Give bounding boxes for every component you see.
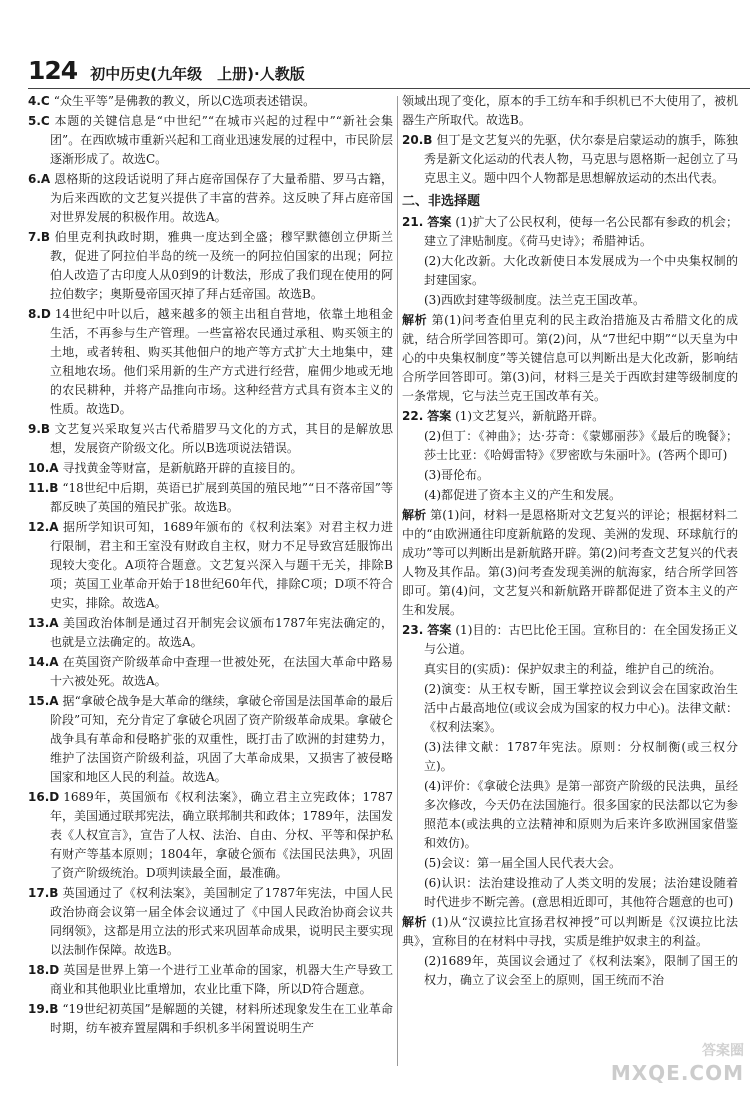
answer-text: 但丁是文艺复兴的先驱，伏尔泰是启蒙运动的旗手，陈独秀是新文化运动的代表人物，马克思与恩格斯一起创立了马克思主义。题中四个人物都是思想解放运动的杰出代表。	[424, 133, 738, 185]
answer-number: 21.	[402, 215, 424, 229]
column-divider	[397, 96, 398, 1066]
watermark-line: 答案圈	[702, 1043, 744, 1059]
answer-number: 22.	[402, 409, 424, 423]
right-column	[402, 92, 738, 991]
answer-21	[402, 213, 738, 251]
answer-part: (3)法律文献：1787年宪法。原则：分权制衡(或三权分立)。	[424, 740, 738, 773]
answer-entry	[28, 614, 393, 652]
answer-part: (3)哥伦布。	[424, 468, 489, 482]
answer-entry	[28, 884, 393, 960]
answer-number: 18.D	[28, 963, 60, 977]
answer-text: 本题的关键信息是“中世纪”“在城市兴起的过程中”“新社会集团”。在西欧城市重新兴起和工商业迅速发展的过程中，市民阶层逐渐形成了。故选C。	[50, 114, 393, 166]
answer-23	[402, 621, 738, 659]
answer-text: 伯里克利执政时期，雅典一度达到全盛；穆罕默德创立伊斯兰教，促进了阿拉伯半岛的统一及统一的阿拉伯国家的出现；阿拉伯人改造了古印度人从0到9的计数法，形成了我们现在使用的阿拉伯数字；奥斯曼帝国灭掉了拜占廷帝国。故选B。	[50, 230, 393, 301]
answer-number: 6.A	[28, 172, 51, 186]
book-title: 初中历史(九年级 上册)·人教版	[90, 65, 305, 83]
answer-number: 13.A	[28, 616, 59, 630]
answer-text: 1689年，英国颁布《权利法案》，确立君主立宪政体；1787年，美国通过联邦宪法，确立联邦制共和政体；1789年，法国发表《人权宣言》，宣告了人权、法治、自由、分权、平等和保护私有财产等基本原则；1804年，拿破仑颁布《法国民法典》，巩固了资产阶级统治。D项判读最全面，最准确。	[50, 790, 393, 880]
analysis-text: (1)从“汉谟拉比宣扬君权神授”可以判断是《汉谟拉比法典》，宣称目的在材料中寻找，实质是维护奴隶主的利益。	[402, 915, 738, 948]
answer-number: 5.C	[28, 114, 50, 128]
answer-entry	[28, 420, 393, 458]
answer-entry	[28, 961, 393, 999]
answer-number: 12.A	[28, 520, 59, 534]
answer-entry	[28, 653, 393, 691]
answer-part: (1)扩大了公民权利，使每一名公民都有参政的机会；建立了津贴制度。《荷马史诗》；希腊神话。	[424, 215, 738, 248]
answer-part: (6)认识：法治建设推动了人类文明的发展；法治建设随着时代进步不断完善。(意思相近即可，其他符合题意的也可)	[424, 876, 738, 909]
answer-number: 8.D	[28, 307, 51, 321]
answer-text: “19世纪初英国”是解题的关键，材料所述现象发生在工业革命时期，纺车被弃置屋隅和手织机多半闲置说明生产	[50, 1002, 393, 1035]
answer-part: (4)都促进了资本主义的产生和发展。	[424, 488, 621, 502]
answer-number: 11.B	[28, 481, 59, 495]
answer-part: (5)会议：第一届全国人民代表大会。	[424, 856, 621, 870]
left-column	[28, 92, 393, 1039]
answer-number: 15.A	[28, 694, 59, 708]
answer-part: (2)演变：从王权专断，国王掌控议会到议会在国家政治生活中占最高地位(或议会成为国家的权力中心)。法律文献：《权利法案》。	[424, 682, 738, 734]
analysis-text: 第(1)问，材料一是恩格斯对文艺复兴的评论；根据材料二中的“由欧洲通往印度新航路的发现、美洲的发现、环球航行的成功”等可以判断出是新航路开辟。第(2)问考查文艺复兴的代表人物及其作品。第(3)问考查发现美洲的航海家，结合所学回答即可。第(4)问，文艺复兴和新航路开辟都促进了资本主义的产生和发展。	[402, 508, 738, 617]
answer-text: 英国通过了《权利法案》，美国制定了1787年宪法，中国人民政治协商会议第一届全体会议通过了《中国人民政治协商会议共同纲领》，这都是用立法的形式来巩固革命成果，说明民主要实现以法制作保障。故选B。	[50, 886, 393, 957]
watermark-line: MXQE.COM	[610, 1061, 744, 1085]
analysis	[402, 913, 738, 951]
answer-text: “18世纪中后期，英语已扩展到英国的殖民地”“日不落帝国”等都反映了英国的殖民扩张。故选B。	[50, 481, 393, 514]
header-rule	[28, 88, 750, 89]
continuation-text: 领域出现了变化，原本的手工纺车和手织机已不大使用了，被机器生产所取代。故选B。	[402, 94, 739, 127]
page-header	[28, 56, 305, 86]
answer-entry	[28, 692, 393, 787]
answer-number: 19.B	[28, 1002, 59, 1016]
answer-text: 文艺复兴采取复兴古代希腊罗马文化的方式，其目的是解放思想，发展资产阶级文化。所以B选项说法错误。	[50, 422, 393, 455]
answer-text: 寻找黄金等财富，是新航路开辟的直接目的。	[62, 461, 303, 475]
page-number: 124	[28, 56, 78, 85]
answer-text: 14世纪中叶以后，越来越多的领主出租自营地，依靠土地租金生活，不再参与生产管理。一些富裕农民通过承租、购买领主的土地，或者转租、购买其他佃户的地产等方式扩大土地集中，建立租地农场。他们采用新的生产方式进行经营，雇佣少地或无地的农民耕种，并将产品推向市场。这种经营方式具有资本主义的性质。故选D。	[50, 307, 393, 416]
answer-entry	[28, 170, 393, 227]
answer-entry	[28, 92, 393, 111]
answer-entry	[28, 228, 393, 304]
answer-part: (3)西欧封建等级制度。法兰克王国改革。	[424, 293, 645, 307]
answer-text: 据“拿破仑战争是大革命的继续，拿破仑帝国是法国革命的最后阶段”可知，充分肯定了拿破仑巩固了资产阶级革命成果。拿破仑战争具有革命和侵略扩张的双重性，既打击了欧洲的封建势力，维护了法国资产阶级利益，巩固了大革命成果，又损害了被侵略国家和地区人民的利益。故选A。	[50, 694, 393, 784]
answer-entry	[28, 305, 393, 419]
answer-text: 在英国资产阶级革命中查理一世被处死，在法国大革命中路易十六被处死。故选A。	[50, 655, 393, 688]
answer-number: 10.A	[28, 461, 59, 475]
answer-text: 据所学知识可知，1689年颁布的《权利法案》对君主权力进行限制，君主和王室没有财政自主权，财力不足导致宫廷服饰出现较大变化。A项符合题意。文艺复兴深入与题干无关，排除B项；英国工业革命开始于18世纪60年代，排除C项；D项不符合史实，排除。故选A。	[50, 520, 393, 610]
analysis	[402, 311, 738, 406]
answer-text: 英国是世界上第一个进行工业革命的国家，机器大生产导致工商业和其他职业比重增加，农业比重下降，所以D符合题意。	[50, 963, 393, 996]
answer-part: (1)目的：古巴比伦王国。宣称目的：在全国发扬正义与公道。	[424, 623, 738, 656]
answer-entry	[28, 459, 393, 478]
answer-entry	[28, 1000, 393, 1038]
answer-label: 答案	[427, 215, 452, 229]
answer-number: 17.B	[28, 886, 59, 900]
answer-entry	[28, 479, 393, 517]
answer-entry	[28, 788, 393, 883]
answer-text: 美国政治体制是通过召开制宪会议颁布1787年宪法确定的，也就是立法确定的。故选A。	[50, 616, 393, 649]
answer-text: 恩格斯的这段话说明了拜占庭帝国保存了大量希腊、罗马古籍，为后来西欧的文艺复兴提供了丰富的营养。这反映了拜占庭帝国对世界发展的积极作用。故选A。	[50, 172, 393, 224]
answer-number: 23.	[402, 623, 424, 637]
answer-part: (4)评价：《拿破仑法典》是第一部资产阶级的民法典，虽经多次修改，今天仍在法国施行。很多国家的民法都以它为参照范本(或法典的立法精神和原则为后来许多欧洲国家借鉴和效仿)。	[424, 779, 738, 850]
answer-number: 4.C	[28, 94, 50, 108]
analysis-text: (2)1689年，英国议会通过了《权利法案》，限制了国王的权力，确立了议会至上的原则，国王统而不治	[424, 954, 738, 987]
answer-number: 14.A	[28, 655, 59, 669]
answer-entry	[28, 518, 393, 613]
answer-number: 7.B	[28, 230, 51, 244]
answer-22	[402, 407, 738, 426]
site-watermark	[594, 1040, 744, 1100]
section-title: 二、非选择题	[402, 194, 481, 209]
analysis-label: 解析	[402, 508, 427, 522]
answer-number: 20.B	[402, 133, 433, 147]
analysis	[402, 506, 738, 620]
answer-part: (2)大化改新。大化改新使日本发展成为一个中央集权制的封建国家。	[424, 254, 738, 287]
answer-20	[402, 131, 738, 188]
analysis-label: 解析	[402, 313, 428, 327]
analysis-text: 第(1)问考查伯里克利的民主政治措施及古希腊文化的成就，结合所学回答即可。第(2)问，从“7世纪中期”“以天皇为中心的中央集权制度”等关键信息可以判断出是大化改新，影响结合所学回答即可。第(3)问，材料三是关于西欧封建等级制度的一条常规，它与法兰克王国改革有关。	[402, 313, 738, 403]
answer-part: (2)但丁：《神曲》；达·芬奇：《蒙娜丽莎》《最后的晚餐》；莎士比亚：《哈姆雷特》《罗密欧与朱丽叶》。(答两个即可)	[424, 429, 738, 462]
analysis-label: 解析	[402, 915, 428, 929]
answer-part: (1)文艺复兴，新航路开辟。	[455, 409, 605, 423]
answer-part: 真实目的(实质)：保护奴隶主的利益，维护自己的统治。	[424, 662, 722, 676]
answer-entry	[28, 112, 393, 169]
answer-number: 16.D	[28, 790, 60, 804]
answer-label: 答案	[427, 623, 452, 637]
answer-number: 9.B	[28, 422, 51, 436]
answer-text: “众生平等”是佛教的教义，所以C选项表述错误。	[53, 94, 316, 108]
answer-label: 答案	[427, 409, 452, 423]
